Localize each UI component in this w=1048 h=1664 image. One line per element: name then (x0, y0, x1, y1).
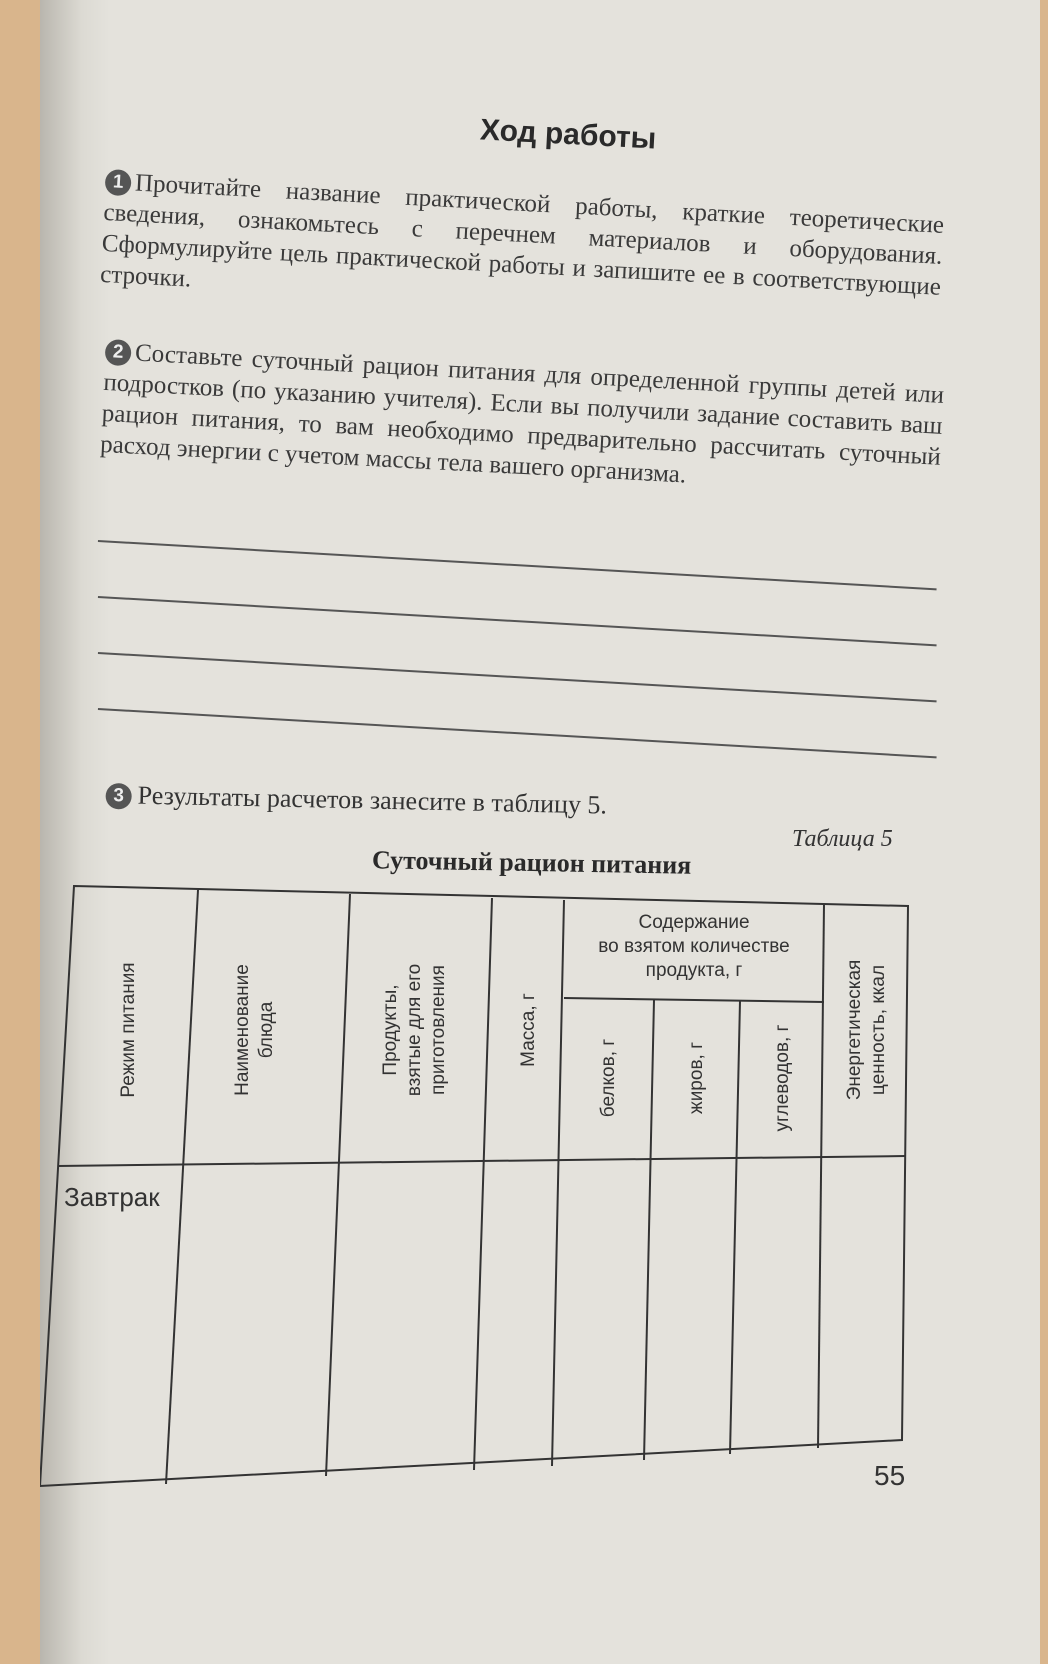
column-header-energy-line-2: ценность, ккал (868, 964, 889, 1096)
task-number-badge: 2 (104, 339, 131, 366)
task-number-badge: 3 (105, 783, 132, 810)
table-title: Суточный рацион питания (371, 845, 692, 880)
column-header-regime: Режим питания (118, 962, 139, 1098)
column-header-products-line-2: взятые для его (404, 963, 425, 1097)
nutrition-table (40, 0, 1040, 1664)
workbook-page (40, 0, 1040, 1664)
column-header-products (380, 964, 449, 1096)
content-group-line-1: Содержание (638, 912, 750, 933)
column-header-carbs: углеводов, г (772, 1024, 793, 1132)
column-header-products-line-1: Продукты, (380, 984, 401, 1076)
row-label-breakfast: Завтрак (64, 1182, 160, 1212)
column-header-proteins: белков, г (598, 1038, 619, 1118)
column-header-dish-line-1: Наименование (232, 964, 253, 1096)
section-heading: Ход работы (479, 113, 658, 156)
column-header-energy (844, 960, 889, 1101)
column-header-content-group (598, 912, 790, 981)
column-header-dish (232, 964, 277, 1096)
column-header-energy-line-1: Энергетическая (844, 959, 865, 1101)
column-header-mass: Масса, г (518, 993, 539, 1067)
table-grid (40, 886, 908, 1486)
task-text: Результаты расчетов занесите в таблицу 5. (137, 780, 608, 820)
content-group-line-2: во взятом количестве (598, 936, 790, 957)
page-number: 55 (874, 1460, 906, 1491)
task-number-badge: 1 (104, 169, 131, 196)
column-header-dish-line-2: блюда (256, 1001, 277, 1059)
task-text: Составьте суточный рацион питания для определенной группы детей или подростков (по указанию учителя). Если вы получили задание составить ваш рацион питания, то вам необходимо предварительно рассчитать суточный расход энергии с учетом массы тела вашего организма. (99, 339, 945, 489)
task-text: Прочитайте название практической работы, краткие теоретические сведения, ознакомьтесь с перечнем материалов и оборудования. Сформулируйте цель практической работы и запишите ее в соответствующие строчки. (99, 169, 945, 301)
content-group-line-3: продукта, г (645, 960, 743, 981)
column-header-fats: жиров, г (686, 1041, 707, 1115)
table-label: Таблица 5 (792, 826, 893, 852)
column-header-products-line-3: приготовления (428, 965, 449, 1095)
